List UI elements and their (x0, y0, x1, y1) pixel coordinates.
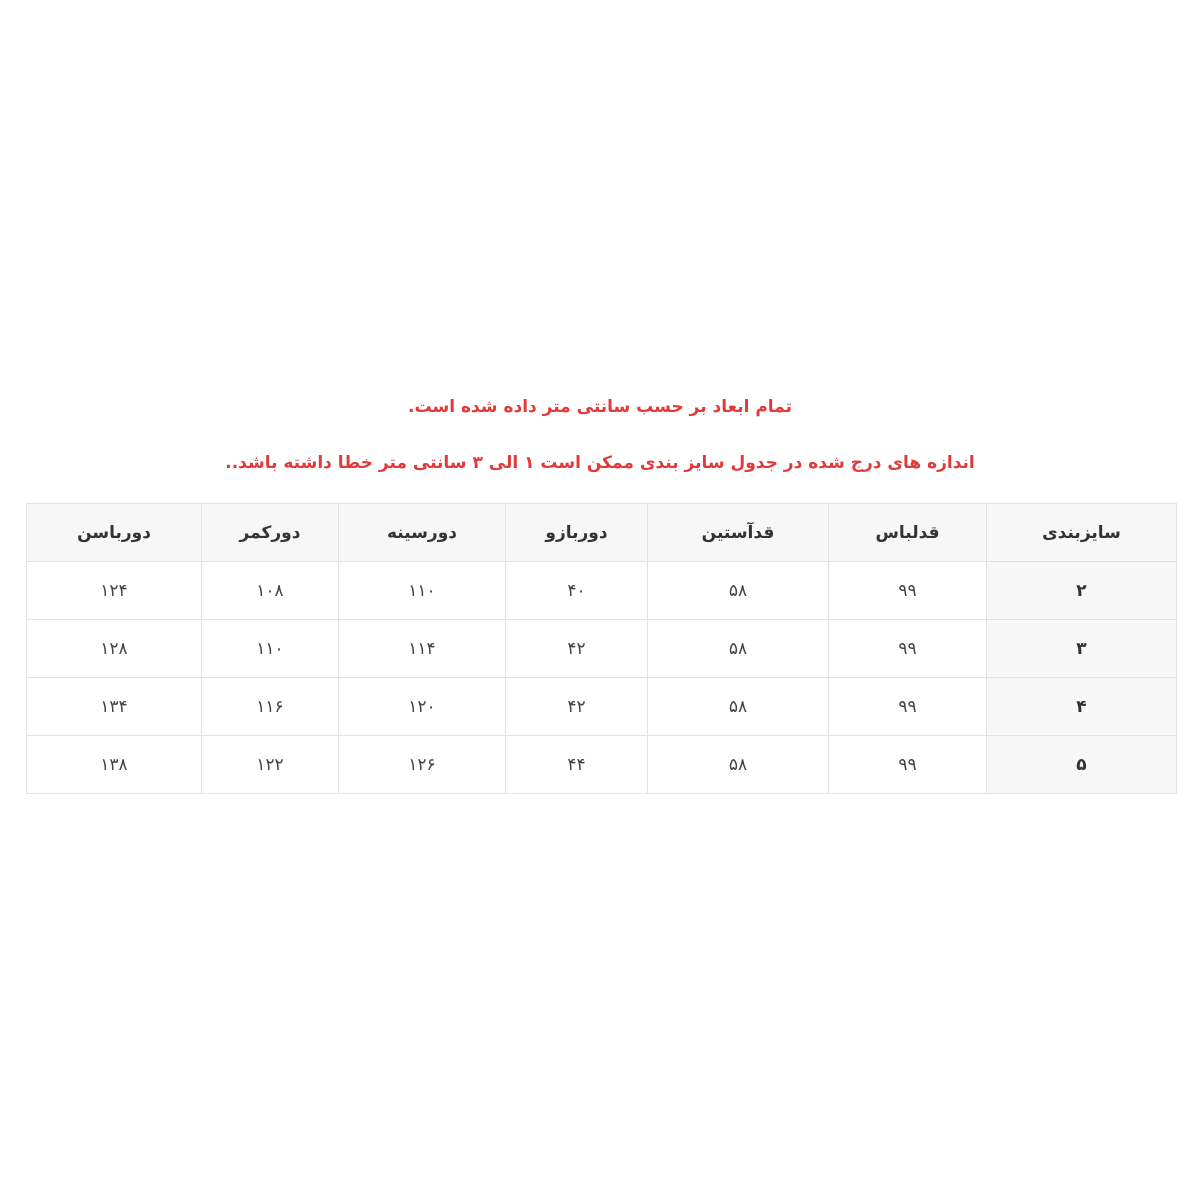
waist-circumference-value: ۱۲۲ (202, 736, 339, 794)
garment-length-value: ۹۹ (829, 678, 987, 736)
chest-circumference-value: ۱۲۰ (339, 678, 506, 736)
header-garment-length: قدلباس (829, 504, 987, 562)
sleeve-length-value: ۵۸ (648, 678, 829, 736)
header-size: سایزبندی (987, 504, 1177, 562)
size-notes (0, 390, 1200, 480)
table-row (27, 562, 1177, 620)
waist-circumference-value: ۱۱۶ (202, 678, 339, 736)
waist-circumference-value: ۱۰۸ (202, 562, 339, 620)
chest-circumference-value: ۱۱۰ (339, 562, 506, 620)
tolerance-note: اندازه های درج شده در جدول سایز بندی ممکن است ۱ الی ۳ سانتی متر خطا داشته باشد.. (225, 453, 975, 473)
hip-circumference-value: ۱۳۴ (27, 678, 202, 736)
garment-length-value: ۹۹ (829, 562, 987, 620)
sleeve-length-value: ۵۸ (648, 736, 829, 794)
header-chest-circumference: دورسینه (339, 504, 506, 562)
sleeve-length-value: ۵۸ (648, 620, 829, 678)
arm-circumference-value: ۴۲ (506, 620, 648, 678)
garment-length-value: ۹۹ (829, 620, 987, 678)
chest-circumference-value: ۱۱۴ (339, 620, 506, 678)
arm-circumference-value: ۴۰ (506, 562, 648, 620)
units-note: تمام ابعاد بر حسب سانتی متر داده شده است. (408, 397, 792, 417)
garment-length-value: ۹۹ (829, 736, 987, 794)
table-row (27, 620, 1177, 678)
table-row (27, 736, 1177, 794)
size-value: ۵ (987, 736, 1177, 794)
header-hip-circumference: دورباسن (27, 504, 202, 562)
table-row (27, 678, 1177, 736)
header-arm-circumference: دوربازو (506, 504, 648, 562)
waist-circumference-value: ۱۱۰ (202, 620, 339, 678)
header-waist-circumference: دورکمر (202, 504, 339, 562)
arm-circumference-value: ۴۴ (506, 736, 648, 794)
size-chart-table (26, 503, 1177, 794)
size-value: ۴ (987, 678, 1177, 736)
arm-circumference-value: ۴۲ (506, 678, 648, 736)
header-sleeve-length: قدآستین (648, 504, 829, 562)
chest-circumference-value: ۱۲۶ (339, 736, 506, 794)
hip-circumference-value: ۱۲۴ (27, 562, 202, 620)
hip-circumference-value: ۱۲۸ (27, 620, 202, 678)
size-value: ۲ (987, 562, 1177, 620)
size-value: ۳ (987, 620, 1177, 678)
table-header-row (27, 504, 1177, 562)
hip-circumference-value: ۱۳۸ (27, 736, 202, 794)
sleeve-length-value: ۵۸ (648, 562, 829, 620)
